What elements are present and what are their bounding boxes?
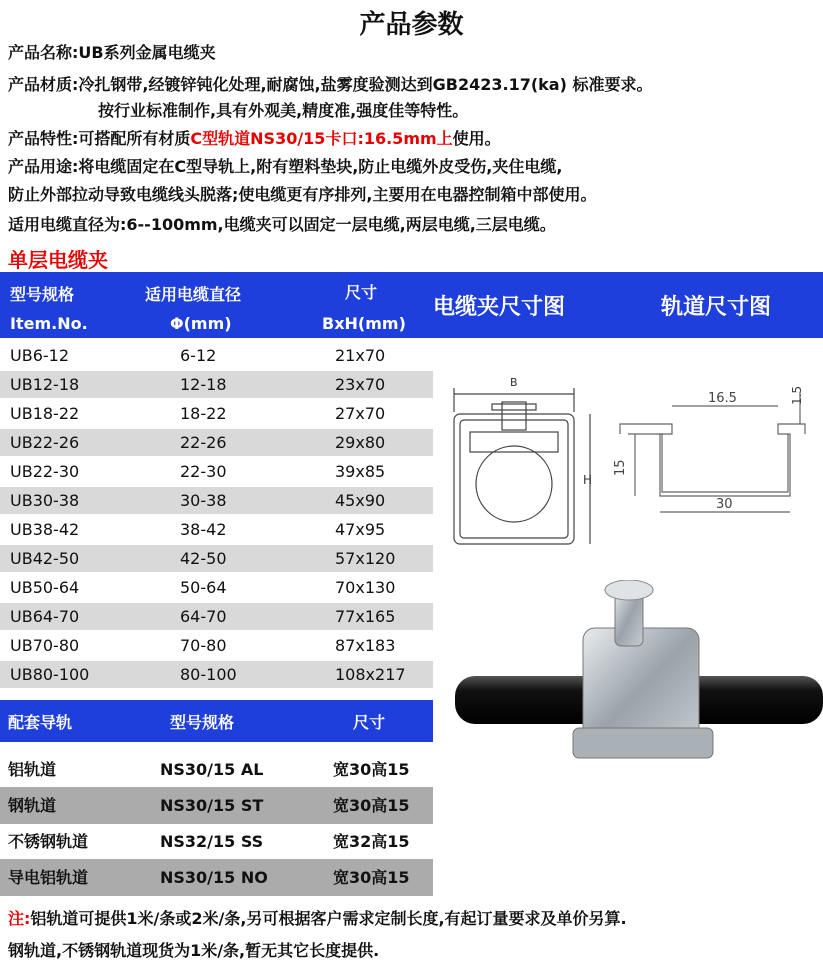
clamp-row xyxy=(0,574,433,601)
product-photo xyxy=(455,580,823,780)
rail-profile-outer xyxy=(620,424,805,496)
clamp-table-header xyxy=(0,272,433,338)
clamp-bolt xyxy=(502,402,526,430)
rail-header-size: 尺寸 xyxy=(353,713,386,732)
rail-row xyxy=(0,823,433,860)
clamp-row xyxy=(0,342,433,369)
clamp-model: UB18-22 xyxy=(10,404,80,423)
rail-name: 铝轨道 xyxy=(8,760,57,779)
clamp-row xyxy=(0,458,433,485)
clamp-model: UB22-30 xyxy=(10,462,80,481)
product-material: 产品材质:冷扎钢带,经镀锌钝化处理,耐腐蚀,盐雾度验测达到GB2423.17(ka) 标准要求。 xyxy=(8,75,653,94)
rail-name: 不锈钢轨道 xyxy=(8,832,89,851)
rail-model: NS30/15 ST xyxy=(160,796,264,815)
clamp-size: 70x130 xyxy=(335,578,396,597)
rail-model: NS30/15 AL xyxy=(160,760,264,779)
clamp-row xyxy=(0,487,433,514)
clamp-size: 57x120 xyxy=(335,549,396,568)
clamp-diameter: 22-30 xyxy=(180,462,227,481)
feature-prefix: 产品特性:可搭配所有材质 xyxy=(8,129,191,148)
header-size-en: BxH(mm) xyxy=(322,314,406,333)
header-diameter-cn: 适用电缆直径 xyxy=(145,285,242,304)
cable-circle xyxy=(476,446,552,522)
clamp-diameter: 42-50 xyxy=(180,549,227,568)
rail-diagram-title: 轨道尺寸图 xyxy=(661,295,772,320)
clamp-diagram-title: 电缆夹尺寸图 xyxy=(433,295,566,320)
h-label: H xyxy=(583,473,593,487)
rail-drawing xyxy=(600,372,815,537)
clamp-model: UB12-18 xyxy=(10,375,80,394)
screw-head xyxy=(605,580,653,600)
product-usage-2: 防止外部拉动导致电缆线头脱落;使电缆更有序排列,主要用在电器控制箱中部使用。 xyxy=(8,185,597,204)
rail-header-model: 型号规格 xyxy=(170,713,235,732)
dim-16-5-label: 16.5 xyxy=(708,391,737,406)
clamp-row xyxy=(0,516,433,543)
rail-header-name: 配套导轨 xyxy=(8,713,73,732)
clamp-model: UB50-64 xyxy=(10,578,80,597)
product-material-2: 按行业标准制作,具有外观美,精度准,强度佳等特性。 xyxy=(98,101,469,120)
feature-suffix: 使用。 xyxy=(452,129,501,148)
clamp-size: 23x70 xyxy=(335,375,386,394)
clamp-size: 87x183 xyxy=(335,636,396,655)
clamp-saddle xyxy=(470,432,558,452)
clamp-size: 29x80 xyxy=(335,433,386,452)
header-model-en: Item.No. xyxy=(10,314,88,333)
product-name: 产品名称:UB系列金属电缆夹 xyxy=(8,43,216,62)
clamp-size: 108x217 xyxy=(335,665,406,684)
clamp-row xyxy=(0,371,433,398)
rail-profile-inner xyxy=(628,434,788,492)
clamp-size: 27x70 xyxy=(335,404,386,423)
clamp-base xyxy=(573,728,713,758)
clamp-diameter: 70-80 xyxy=(180,636,227,655)
clamp-diameter: 64-70 xyxy=(180,607,227,626)
clamp-size: 21x70 xyxy=(335,346,386,365)
product-usage: 产品用途:将电缆固定在C型导轨上,附有塑料垫块,防止电缆外皮受伤,夹住电缆, xyxy=(8,157,563,176)
clamp-row xyxy=(0,429,433,456)
rail-row xyxy=(0,859,433,896)
feature-highlight: C型轨道NS30/15卡口:16.5mm上 xyxy=(190,129,453,148)
header-diameter-en: Φ(mm) xyxy=(170,314,232,333)
clamp-size: 39x85 xyxy=(335,462,386,481)
rail-name: 导电铝轨道 xyxy=(8,868,89,887)
clamp-model: UB30-38 xyxy=(10,491,80,510)
clamp-row xyxy=(0,632,433,659)
note-1-text: 铝轨道可提供1米/条或2米/条,另可根据客户需求定制长度,有起订量要求及单价另算. xyxy=(30,909,627,928)
dim-30-label: 30 xyxy=(716,497,733,512)
rail-size: 宽30高15 xyxy=(333,760,410,779)
clamp-model: UB38-42 xyxy=(10,520,80,539)
header-size-cn: 尺寸 xyxy=(345,283,378,302)
note-prefix: 注: xyxy=(8,909,31,928)
clamp-model: UB80-100 xyxy=(10,665,90,684)
clamp-row xyxy=(0,400,433,427)
b-label: B xyxy=(510,376,518,389)
header-model-cn: 型号规格 xyxy=(10,285,75,304)
clamp-diameter: 12-18 xyxy=(180,375,227,394)
note-2: 钢轨道,不锈钢轨道现货为1米/条,暂无其它长度提供. xyxy=(8,941,380,960)
clamp-outline xyxy=(454,414,574,544)
clamp-diameter: 22-26 xyxy=(180,433,227,452)
clamp-model: UB22-26 xyxy=(10,433,80,452)
clamp-size: 45x90 xyxy=(335,491,386,510)
clamp-diameter: 30-38 xyxy=(180,491,227,510)
rail-size: 宽30高15 xyxy=(333,796,410,815)
rail-model: NS30/15 NO xyxy=(160,868,268,887)
clamp-diameter: 18-22 xyxy=(180,404,227,423)
rail-row xyxy=(0,787,433,824)
clamp-drawing xyxy=(440,372,600,557)
clamp-row xyxy=(0,545,433,572)
clamp-row xyxy=(0,661,433,688)
clamp-size: 47x95 xyxy=(335,520,386,539)
clamp-diameter: 50-64 xyxy=(180,578,227,597)
clamp-model: UB70-80 xyxy=(10,636,80,655)
dim-1-5-label: 1.5 xyxy=(790,385,804,405)
rail-row xyxy=(0,751,433,788)
clamp-diameter: 38-42 xyxy=(180,520,227,539)
clamp-size: 77x165 xyxy=(335,607,396,626)
rail-model: NS32/15 SS xyxy=(160,832,264,851)
clamp-row xyxy=(0,603,433,630)
page-title: 产品参数 xyxy=(359,10,464,40)
rail-size: 宽30高15 xyxy=(333,868,410,887)
diagram-header xyxy=(433,272,823,338)
clamp-diameter: 80-100 xyxy=(180,665,237,684)
section-title: 单层电缆夹 xyxy=(8,248,108,272)
cable-diameter: 适用电缆直径为:6--100mm,电缆夹可以固定一层电缆,两层电缆,三层电缆。 xyxy=(8,215,556,234)
clamp-model: UB6-12 xyxy=(10,346,69,365)
clamp-bolt-head xyxy=(492,404,536,410)
rail-size: 宽32高15 xyxy=(333,832,410,851)
clamp-diameter: 6-12 xyxy=(180,346,217,365)
rail-table-header xyxy=(0,700,433,742)
product-feature xyxy=(8,128,501,150)
note-1 xyxy=(8,906,627,929)
clamp-model: UB42-50 xyxy=(10,549,80,568)
clamp-model: UB64-70 xyxy=(10,607,80,626)
dim-15-label: 15 xyxy=(613,459,628,476)
rail-name: 钢轨道 xyxy=(8,796,57,815)
